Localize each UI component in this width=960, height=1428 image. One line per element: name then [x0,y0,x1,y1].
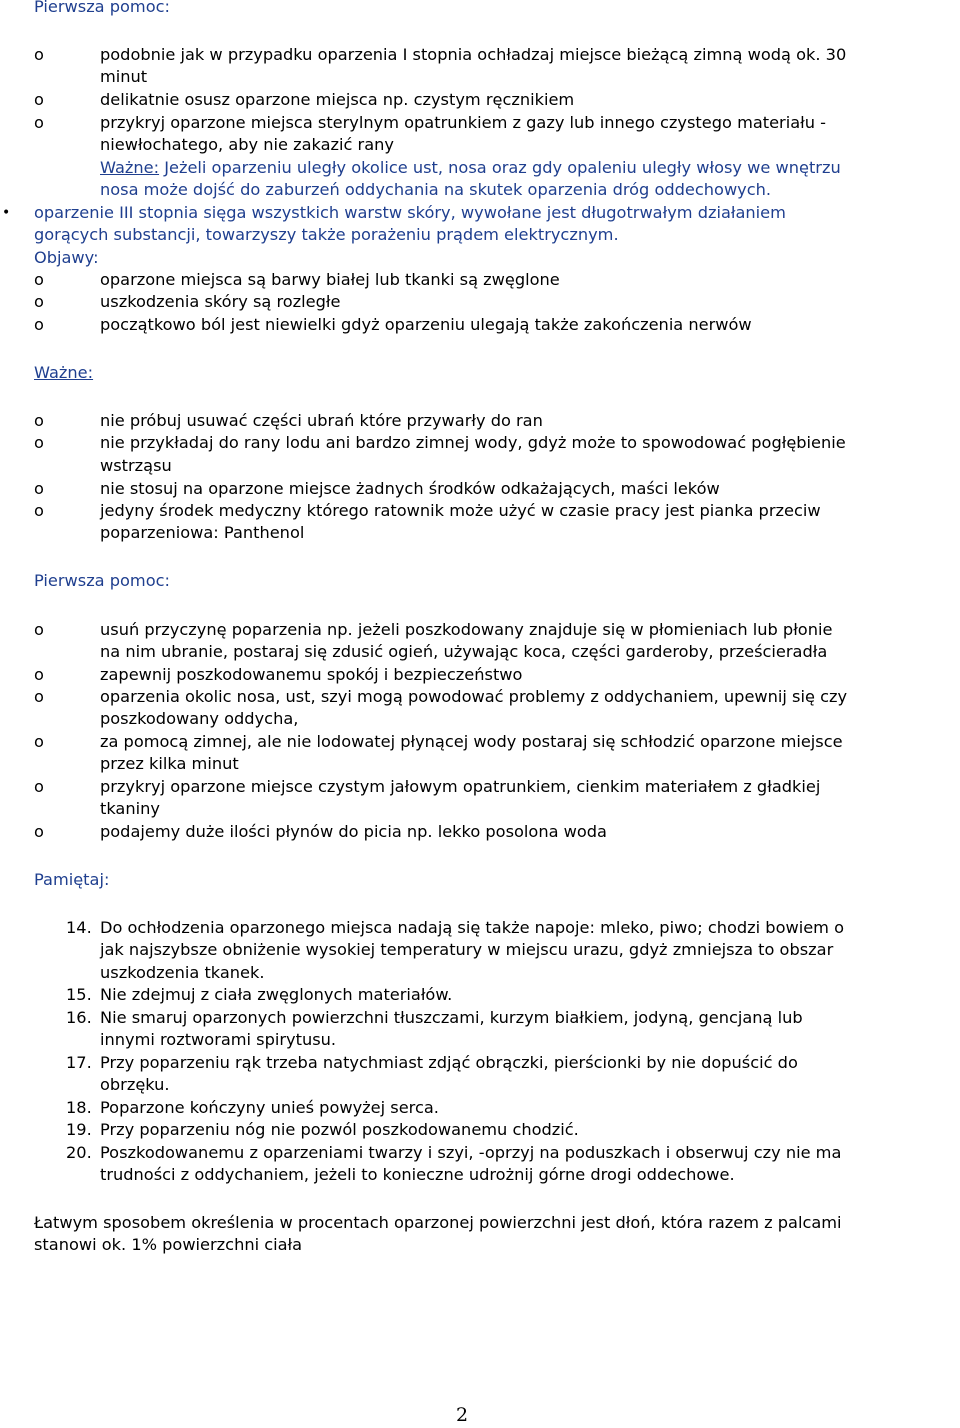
closing-text: Łatwym sposobem określenia w procentach oparzonej powierzchni jest dłoń, która razem z palcami [34,1213,842,1232]
list-item-bullet: o [34,620,44,639]
list-item-text: Nie zdejmuj z ciała zwęglonych materiałów. [100,985,453,1004]
list-item-bullet: o [34,411,44,430]
list-item-text: zapewnij poszkodowanemu spokój i bezpieczeństwo [100,665,523,684]
heading-first-aid-1: Pierwsza pomoc: [34,0,170,16]
list-item-text: Do ochłodzenia oparzonego miejsca nadają się także napoje: mleko, piwo; chodzi bowiem o [100,918,844,937]
page-number: 2 [456,1404,469,1426]
list-item-bullet: o [34,501,44,520]
list-item-text: oparzone miejsca są barwy białej lub tkanki są zwęglone [100,270,560,289]
list-item-text: minut [100,67,148,86]
list-item-text: Przy poparzeniu nóg nie pozwól poszkodowanemu chodzić. [100,1120,579,1139]
symptoms-heading: Objawy: [34,248,99,267]
list-item-number: 17. [66,1053,92,1072]
important-note [100,157,841,179]
list-item-text: nie stosuj na oparzone miejsce żadnych środków odkażających, maści leków [100,479,720,498]
list-item-bullet: o [34,665,44,684]
list-item-number: 19. [66,1120,92,1139]
list-item-bullet: o [34,315,44,334]
list-item-text: jedyny środek medyczny którego ratownik może użyć w czasie pracy jest pianka przeciw [100,501,821,520]
list-item-text: obrzęku. [100,1075,170,1094]
list-item-number: 20. [66,1143,92,1162]
list-item-bullet: o [34,479,44,498]
list-item-text: poszkodowany oddycha, [100,709,299,728]
list-item-bullet: o [34,270,44,289]
important-note-text: nosa może dojść do zaburzeń oddychania na skutek oparzenia dróg oddechowych. [100,180,772,199]
list-item-text: podobnie jak w przypadku oparzenia I stopnia ochładzaj miejsce bieżącą zimną wodą ok. 30 [100,45,847,64]
important-note-label: Ważne: [100,158,160,177]
list-item-text: jak najszybsze obniżenie wysokiej temperatury w miejscu urazu, gdyż zmniejsza to obszar [100,940,834,959]
list-item-text: poparzeniowa: Panthenol [100,523,305,542]
list-item-bullet: o [34,45,44,64]
list-item-text: początkowo ból jest niewielki gdyż oparzeniu ulegają także zakończenia nerwów [100,315,752,334]
list-item-text: niewłochatego, aby nie zakazić rany [100,135,394,154]
list-item-number: 18. [66,1098,92,1117]
list-item-text: Poszkodowanemu z oparzeniami twarzy i szyi, -oprzyj na poduszkach i obserwuj czy nie ma [100,1143,842,1162]
list-item-text: przykryj oparzone miejsca sterylnym opatrunkiem z gazy lub innego czystego materiału - [100,113,826,132]
list-item-text: innymi roztworami spirytusu. [100,1030,337,1049]
heading-first-aid-2: Pierwsza pomoc: [34,571,170,590]
list-item-text: nie próbuj usuwać części ubrań które przywarły do ran [100,411,543,430]
list-item-text: wstrząsu [100,456,172,475]
list-item-text: trudności z oddychaniem, jeżeli to konieczne udrożnij górne drogi oddechowe. [100,1165,735,1184]
important-note-text: Jeżeli oparzeniu uległy okolice ust, nosa oraz gdy opaleniu uległy włosy we wnętrzu [159,158,841,177]
list-item-text: delikatnie osusz oparzone miejsca np. czystym ręcznikiem [100,90,575,109]
list-item-text: przykryj oparzone miejsce czystym jałowym opatrunkiem, cienkim materiałem z gładkiej [100,777,821,796]
closing-text: stanowi ok. 1% powierzchni ciała [34,1235,303,1254]
list-item-text: uszkodzenia tkanek. [100,963,265,982]
list-item-bullet: o [34,732,44,751]
list-item-text: przez kilka minut [100,754,239,773]
list-item-text: nie przykładaj do rany lodu ani bardzo zimnej wody, gdyż może to spowodować pogłębienie [100,433,846,452]
remember-heading: Pamiętaj: [34,870,110,889]
list-item-text: na nim ubranie, postaraj się zdusić ogień, używając koca, części garderoby, prześcieradła [100,642,828,661]
list-item-text: Nie smaruj oparzonych powierzchni tłuszczami, kurzym białkiem, jodyną, gencjaną lub [100,1008,803,1027]
list-item-text: Poparzone kończyny unieś powyżej serca. [100,1098,439,1117]
list-item-text: uszkodzenia skóry są rozległe [100,292,341,311]
list-item-number: 14. [66,918,92,937]
list-item-bullet: o [34,292,44,311]
list-item-text: za pomocą zimnej, ale nie lodowatej płynącej wody postaraj się schłodzić oparzone miejsce [100,732,843,751]
list-item-bullet: o [34,113,44,132]
degree-3-text: oparzenie III stopnia sięga wszystkich warstw skóry, wywołane jest długotrwałym działaniem [34,203,786,222]
bullet-dot: • [2,205,11,221]
list-item-text: oparzenia okolic nosa, ust, szyi mogą powodować problemy z oddychaniem, upewnij się czy [100,687,848,706]
list-item-bullet: o [34,687,44,706]
important-heading: Ważne: [34,363,94,382]
list-item-bullet: o [34,90,44,109]
list-item-number: 15. [66,985,92,1004]
list-item-text: tkaniny [100,799,160,818]
list-item-number: 16. [66,1008,92,1027]
list-item-text: usuń przyczynę poparzenia np. jeżeli poszkodowany znajduje się w płomieniach lub płonie [100,620,833,639]
list-item-bullet: o [34,777,44,796]
list-item-bullet: o [34,433,44,452]
list-item-text: podajemy duże ilości płynów do picia np. lekko posolona woda [100,822,607,841]
list-item-bullet: o [34,822,44,841]
list-item-text: Przy poparzeniu rąk trzeba natychmiast zdjąć obrączki, pierścionki by nie dopuścić do [100,1053,798,1072]
degree-3-text: gorących substancji, towarzyszy także porażeniu prądem elektrycznym. [34,225,619,244]
